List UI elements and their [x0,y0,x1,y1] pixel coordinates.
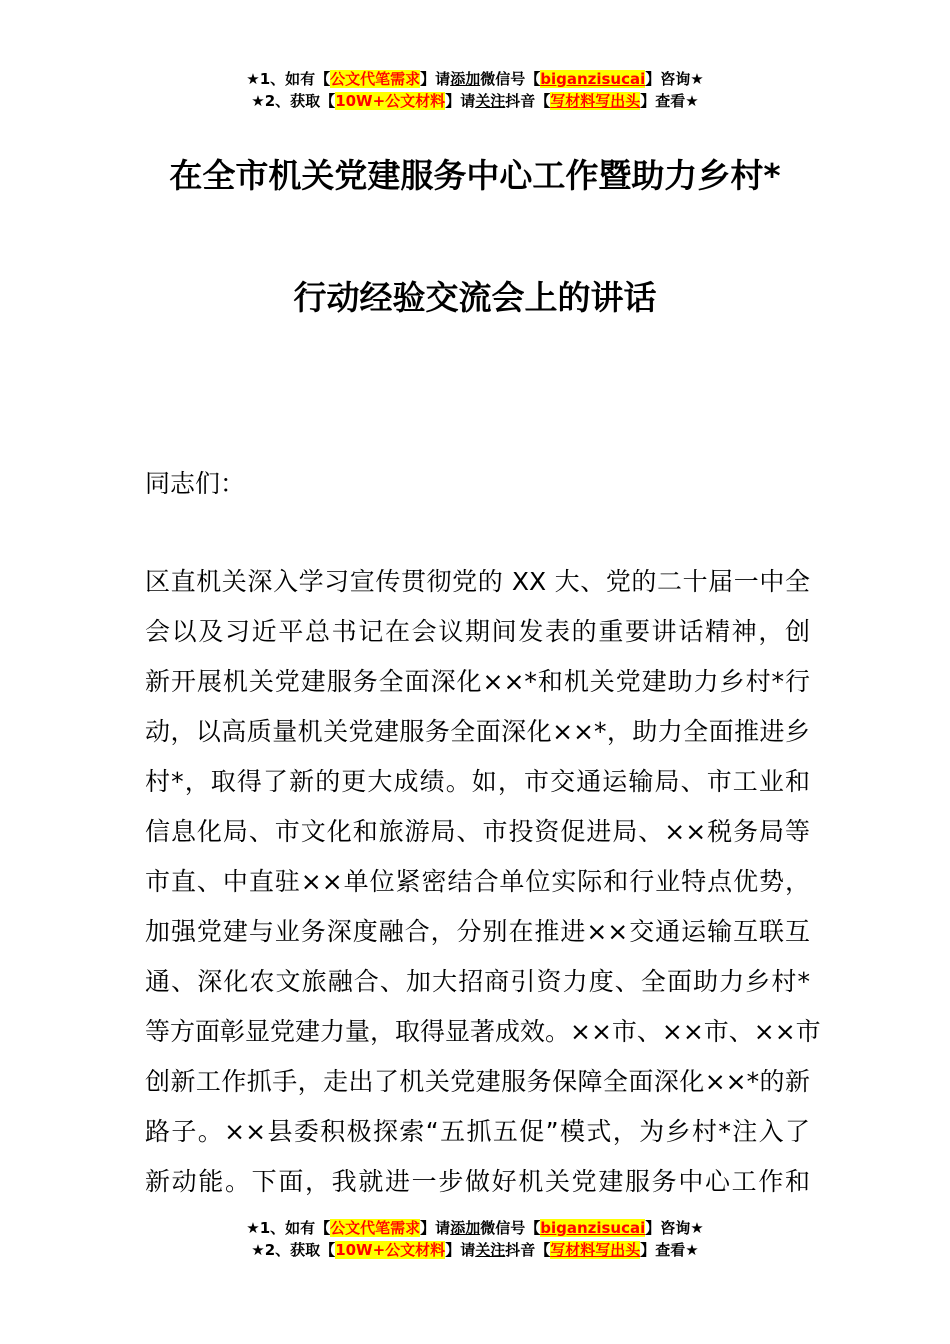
promo-douyin-id: 写材料写出头 [550,1241,641,1259]
promo-line-1 [0,1217,950,1239]
document-title-line-1: 在全市机关党建服务中心工作暨助力乡村* [169,156,781,195]
promo-text: 】咨询★ [645,70,704,88]
promo-text: ★1、如有【 [246,70,331,88]
promo-highlight: 10W+公文材料 [335,92,446,110]
promo-text: 微信号【 [480,70,541,88]
promo-underline: 添加 [450,70,481,88]
body-line: 创新工作抓手，走出了机关党建服务保障全面深化××*的新 [145,1067,810,1096]
promo-text: 】请 [445,1241,476,1259]
promo-text: 】请 [445,92,476,110]
salutation: 同志们： [145,469,246,498]
body-line: 加强党建与业务深度融合，分别在推进××交通运输互联互 [145,917,810,946]
promo-underline: 关注 [475,92,506,110]
body-line: 会以及习近平总书记在会议期间发表的重要讲话精神，创 [145,617,810,646]
promo-text: 】咨询★ [645,1219,704,1237]
promo-douyin-id: 写材料写出头 [550,92,641,110]
body-line: 信息化局、市文化和旅游局、市投资促进局、××税务局等 [145,817,810,846]
promo-text: 】请 [420,70,451,88]
body-line: 新动能。下面，我就进一步做好机关党建服务中心工作和 [145,1167,810,1196]
promo-underline: 添加 [450,1219,481,1237]
promo-highlight: 公文代笔需求 [330,1219,421,1237]
promo-text: 抖音【 [505,92,551,110]
body-line: 动，以高质量机关党建服务全面深化××*，助力全面推进乡 [145,717,810,746]
promo-text: 】请 [420,1219,451,1237]
promo-underline: 关注 [475,1241,506,1259]
body-line: 村*，取得了新的更大成绩。如，市交通运输局、市工业和 [145,767,810,796]
top-promo-banner [0,68,950,112]
body-line: 等方面彰显党建力量，取得显著成效。××市、××市、××市 [145,1017,821,1046]
promo-highlight: 公文代笔需求 [330,70,421,88]
promo-wechat-id: biganzisucai [540,1219,646,1237]
promo-line-2 [0,1239,950,1261]
body-line: 路子。××县委积极探索“五抓五促”模式，为乡村*注入了 [145,1117,810,1146]
promo-wechat-id: biganzisucai [540,70,646,88]
promo-line-1 [0,68,950,90]
body-line: 市直、中直驻××单位紧密结合单位实际和行业特点优势， [145,867,810,896]
promo-text: ★1、如有【 [246,1219,331,1237]
promo-text: ★2、获取【 [251,1241,336,1259]
promo-text: ★2、获取【 [251,92,336,110]
promo-text: 抖音【 [505,1241,551,1259]
document-title-line-2: 行动经验交流会上的讲话 [293,278,657,317]
bottom-promo-banner [0,1217,950,1261]
promo-line-2 [0,90,950,112]
promo-text: 微信号【 [480,1219,541,1237]
promo-text: 】查看★ [640,92,699,110]
body-line: 区直机关深入学习宣传贯彻党的 XX 大、党的二十届一中全 [145,567,810,596]
promo-highlight: 10W+公文材料 [335,1241,446,1259]
body-paragraph [145,562,821,1212]
promo-text: 】查看★ [640,1241,699,1259]
body-line: 新开展机关党建服务全面深化××*和机关党建助力乡村*行 [145,667,810,696]
body-line: 通、深化农文旅融合、加大招商引资力度、全面助力乡村* [145,967,810,996]
